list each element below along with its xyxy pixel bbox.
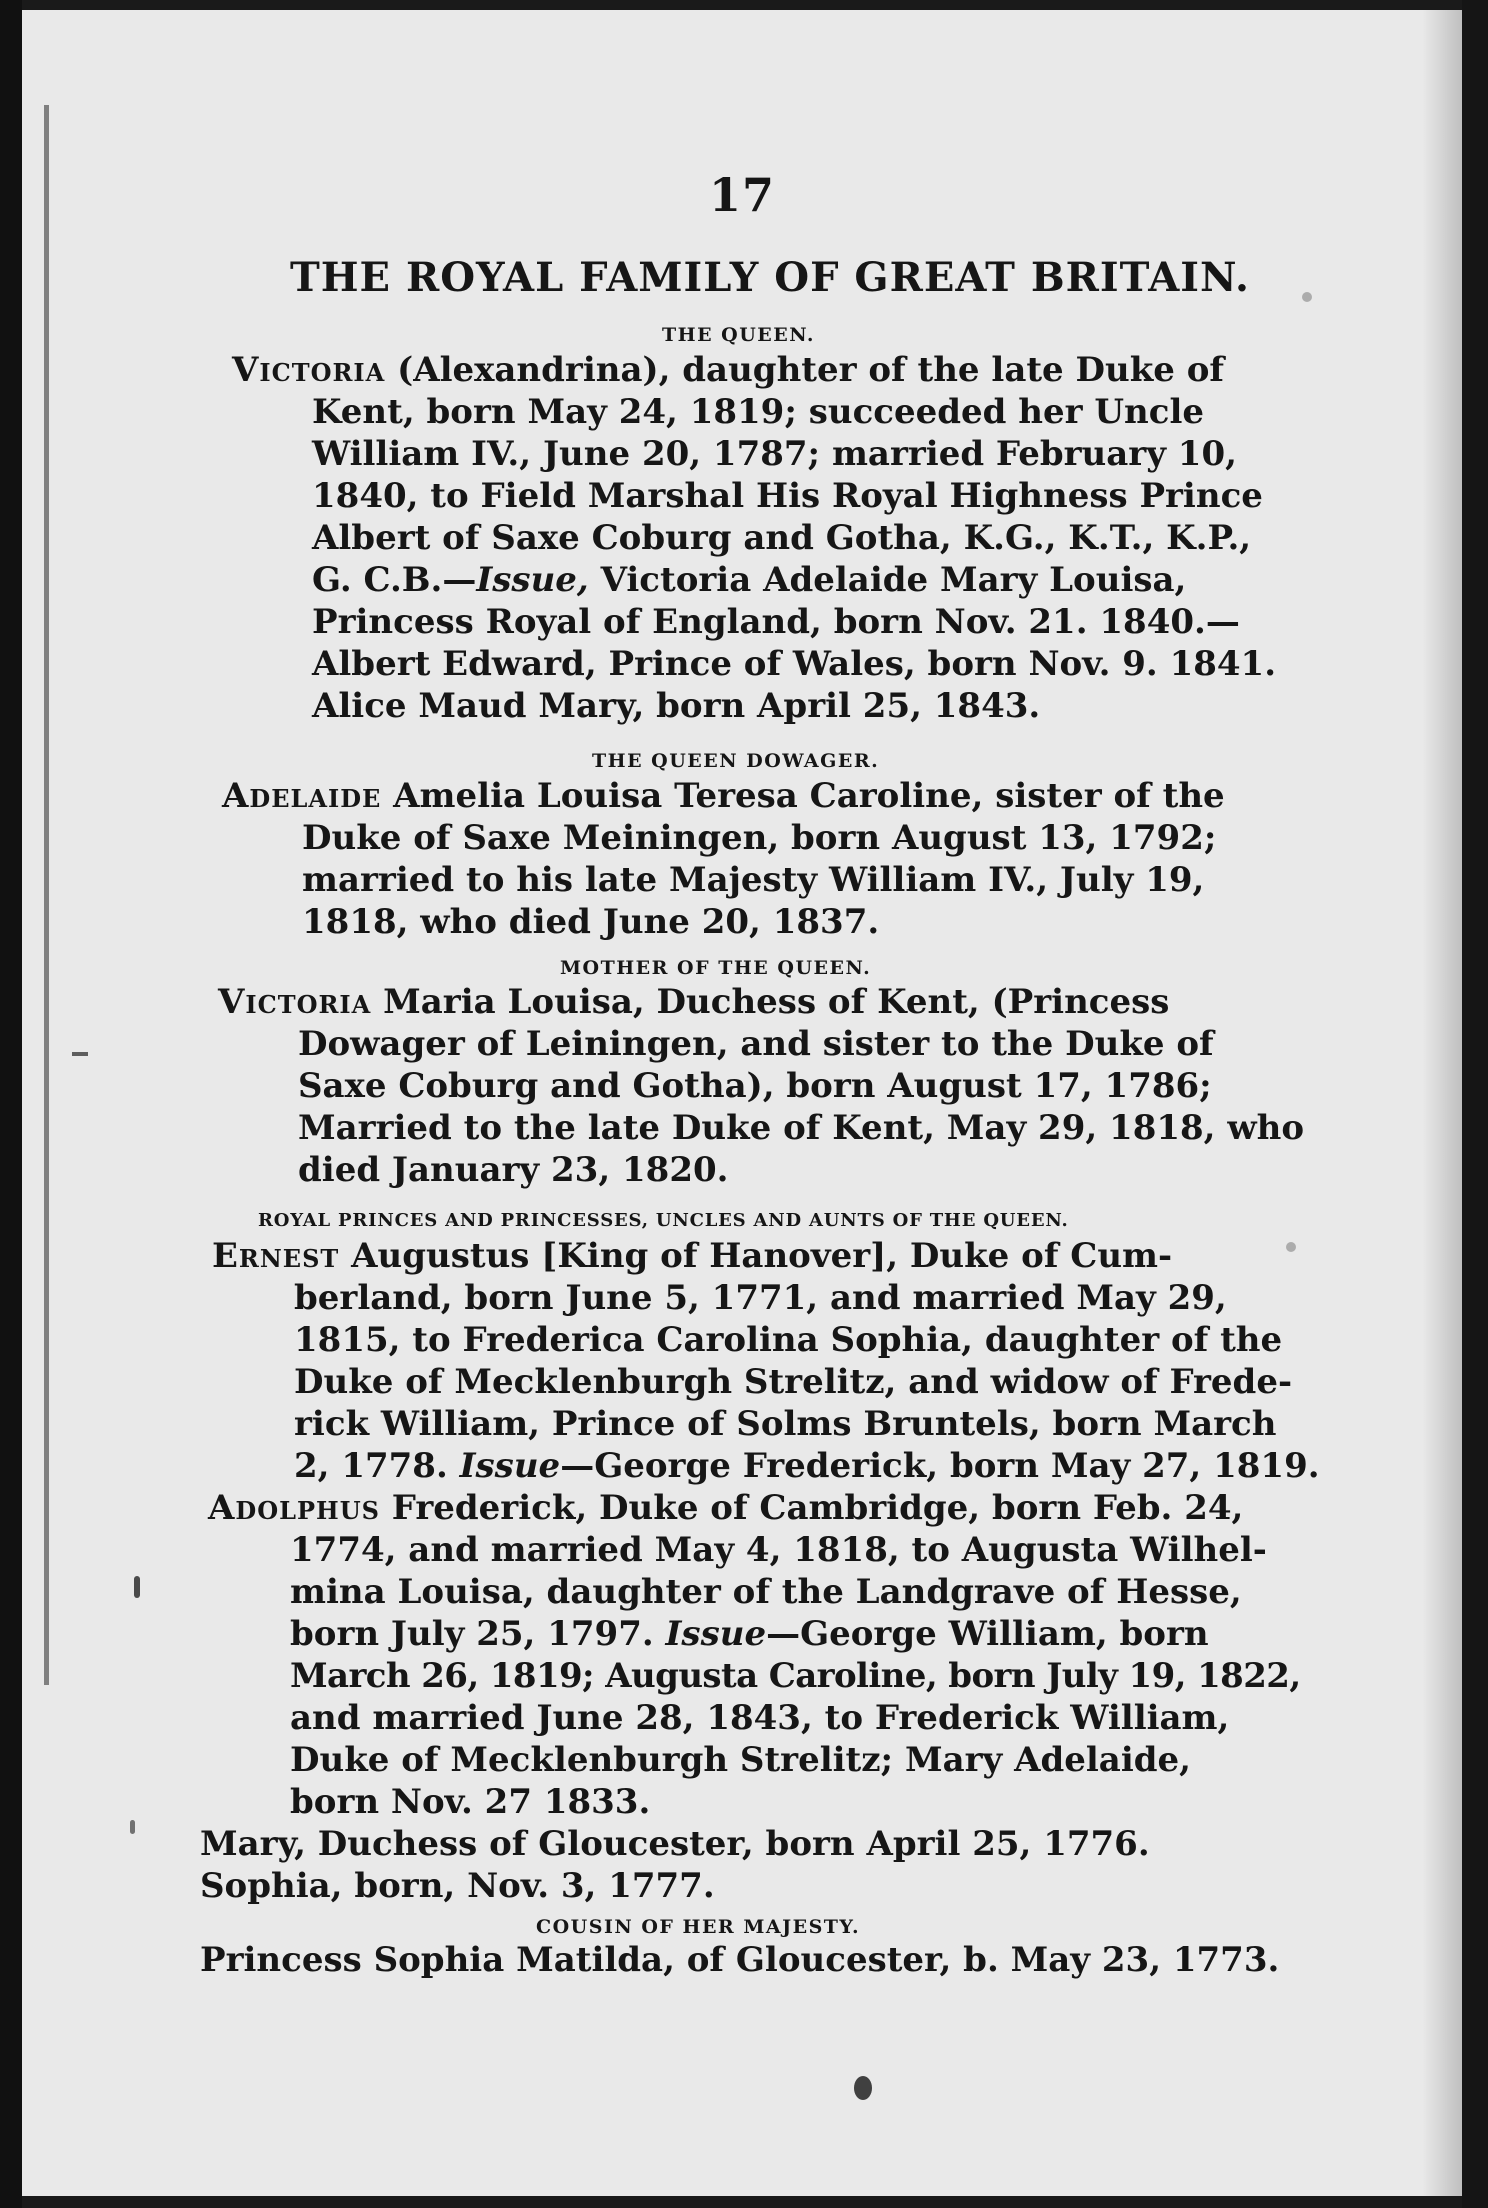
margin-mark: [134, 1576, 140, 1598]
text-line: Duke of Mecklenburgh Strelitz; Mary Adelaide,: [290, 1740, 1191, 1780]
section-heading-mother: MOTHER OF THE QUEEN.: [560, 957, 872, 979]
text-line: Saxe Coburg and Gotha), born August 17, 1786;: [298, 1066, 1212, 1106]
text-line: 1818, who died June 20, 1837.: [302, 902, 880, 942]
ink-spot: [1302, 292, 1312, 302]
section-heading-cousin: COUSIN OF HER MAJESTY.: [536, 1916, 861, 1938]
text-line: born Nov. 27 1833.: [290, 1782, 651, 1822]
entry-name: Victoria: [218, 982, 372, 1022]
text-line: 1774, and married May 4, 1818, to Augusta Wilhel-: [290, 1530, 1267, 1570]
margin-mark: [72, 1052, 88, 1056]
text-line: born July 25, 1797. Issue—George William, born: [290, 1614, 1209, 1654]
text-line: Victoria (Alexandrina), daughter of the late Duke of: [232, 350, 1225, 390]
page-number: 17: [708, 168, 775, 222]
text-line: Alice Maud Mary, born April 25, 1843.: [312, 686, 1041, 726]
binding-shadow: [44, 105, 49, 1685]
text-line: Duke of Saxe Meiningen, born August 13, 1792;: [302, 818, 1217, 858]
text-line: Princess Royal of England, born Nov. 21. 1840.—: [312, 602, 1240, 642]
text-line: Kent, born May 24, 1819; succeeded her Uncle: [312, 392, 1204, 432]
text-line: rick William, Prince of Solms Bruntels, born March: [294, 1404, 1277, 1444]
text-line: Adelaide Amelia Louisa Teresa Caroline, sister of the: [222, 776, 1225, 816]
text-line: Princess Sophia Matilda, of Gloucester, b. May 23, 1773.: [200, 1940, 1280, 1980]
text-line: mina Louisa, daughter of the Landgrave of Hesse,: [290, 1572, 1242, 1612]
text-line: Victoria Maria Louisa, Duchess of Kent, (Princess: [218, 982, 1170, 1022]
text-line: Sophia, born, Nov. 3, 1777.: [200, 1866, 715, 1906]
text-line: Adolphus Frederick, Duke of Cambridge, born Feb. 24,: [208, 1488, 1244, 1528]
text-line: Duke of Mecklenburgh Strelitz, and widow of Frede-: [294, 1362, 1293, 1402]
page-shadow: [1422, 10, 1462, 2196]
text-line: Dowager of Leiningen, and sister to the Duke of: [298, 1024, 1214, 1064]
section-heading-dowager: THE QUEEN DOWAGER.: [592, 750, 880, 772]
text-line: G. C.B.—Issue, Victoria Adelaide Mary Louisa,: [312, 560, 1187, 600]
text-line: Married to the late Duke of Kent, May 29, 1818, who: [298, 1108, 1305, 1148]
book-page: [22, 10, 1462, 2196]
text-line: March 26, 1819; Augusta Caroline, born July 19, 1822,: [290, 1656, 1301, 1696]
right-page-edge: [1462, 0, 1488, 2208]
page-title: THE ROYAL FAMILY OF GREAT BRITAIN.: [290, 254, 1250, 301]
entry-name: Ernest: [212, 1236, 340, 1276]
section-heading-royals: ROYAL PRINCES AND PRINCESSES, UNCLES AND AUNTS OF THE QUEEN.: [258, 1210, 1069, 1231]
ink-spot: [854, 2076, 872, 2100]
text-line: died January 23, 1820.: [298, 1150, 729, 1190]
margin-mark: [130, 1820, 135, 1834]
text-line: 1840, to Field Marshal His Royal Highness Prince: [312, 476, 1263, 516]
left-page-edge: [0, 0, 22, 2208]
text-line: William IV., June 20, 1787; married February 10,: [312, 434, 1237, 474]
text-line: married to his late Majesty William IV., July 19,: [302, 860, 1205, 900]
entry-name: Adolphus: [208, 1488, 380, 1528]
entry-name: Victoria: [232, 350, 386, 390]
text-line: Mary, Duchess of Gloucester, born April 25, 1776.: [200, 1824, 1150, 1864]
text-line: Ernest Augustus [King of Hanover], Duke of Cum-: [212, 1236, 1173, 1276]
text-line: Albert Edward, Prince of Wales, born Nov. 9. 1841.: [312, 644, 1277, 684]
text-line: berland, born June 5, 1771, and married May 29,: [294, 1278, 1227, 1318]
text-line: 1815, to Frederica Carolina Sophia, daughter of the: [294, 1320, 1283, 1360]
section-heading-queen: THE QUEEN.: [662, 324, 816, 346]
ink-spot: [1286, 1242, 1296, 1252]
text-line: and married June 28, 1843, to Frederick William,: [290, 1698, 1230, 1738]
text-line: Albert of Saxe Coburg and Gotha, K.G., K.T., K.P.,: [312, 518, 1252, 558]
text-line: 2, 1778. Issue—George Frederick, born May 27, 1819.: [294, 1446, 1320, 1486]
entry-name: Adelaide: [222, 776, 382, 816]
